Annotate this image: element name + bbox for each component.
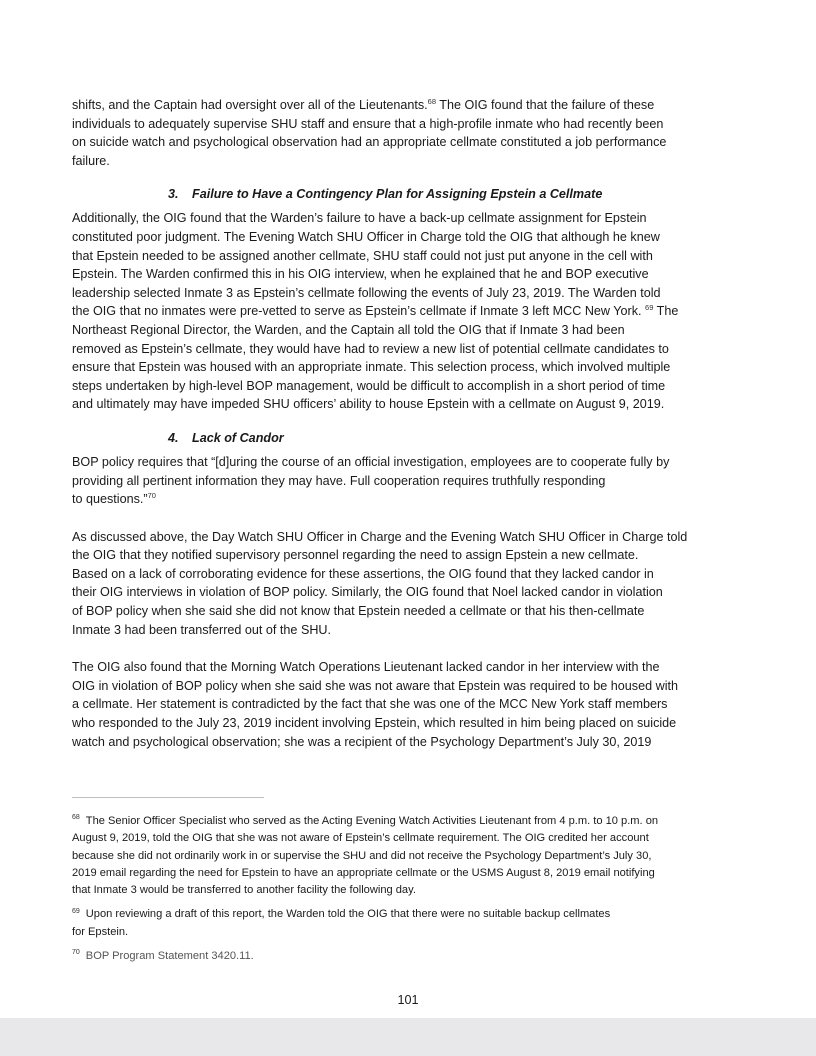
text-line: the OIG that they notified supervisory personnel regarding the need to assign Epstein a new cellmate. xyxy=(72,548,639,563)
text-line: As discussed above, the Day Watch SHU Officer in Charge and the Evening Watch SHU Officer in Charge told xyxy=(72,529,688,544)
text-line: Northeast Regional Director, the Warden, and the Captain all told the OIG that if Inmate 3 had been xyxy=(72,322,625,337)
footnote-68 xyxy=(72,813,746,899)
text-line: who responded to the July 23, 2019 incident involving Epstein, which resulted in him being placed on suicide xyxy=(72,716,677,731)
text-line: that Epstein needed to be assigned another cellmate, SHU staff could not just put anyone in the cell with xyxy=(72,248,653,263)
text-line: their OIG interviews in violation of BOP policy. Similarly, the OIG found that Noel lacked candor in violation xyxy=(72,585,663,600)
text-line: removed as Epstein’s cellmate, they would have had to review a new list of potential cellmate candidates to xyxy=(72,341,669,356)
paragraph-supervision-failure xyxy=(72,96,746,170)
footnotes xyxy=(72,813,746,972)
text-line: failure. xyxy=(72,153,110,168)
paragraph-officers-candor xyxy=(72,528,746,640)
text-line: Based on a lack of corroborating evidence for these assertions, the OIG found that they lacked candor in xyxy=(72,566,654,581)
footnote-line: August 9, 2019, told the OIG that she was not aware of Epstein’s cellmate requirement. The OIG credited her account xyxy=(72,832,649,845)
text-line: OIG in violation of BOP policy when she said she was not aware that Epstein was required to be housed with xyxy=(72,678,679,693)
footnote-line: because she did not ordinarily work in or supervise the SHU and did not receive the Psychology Department’s July 30, xyxy=(72,849,652,862)
footnote-line: $^{68}$ The Senior Officer Specialist who served as the Acting Evening Watch Activities Lieutenant from 4 p.m. to 10 p.m. on xyxy=(72,814,659,827)
text-line: and ultimately may have impeded SHU officers’ ability to house Epstein with a cellmate on August 9, 2019. xyxy=(72,397,665,412)
footnote-line: $^{69}$ Upon reviewing a draft of this report, the Warden told the OIG that there were no suitable backup cellmates xyxy=(72,907,611,921)
text-line: steps undertaken by high-level BOP management, would be difficult to accomplish in a short period of time xyxy=(72,378,666,393)
footnote-mark: 70 xyxy=(72,949,80,957)
page-number: 101 xyxy=(397,993,419,1007)
text-line: a cellmate. Her statement is contradicted by the fact that she was one of the MCC New York staff members xyxy=(72,697,668,712)
text-line: Inmate 3 had been transferred out of the SHU. xyxy=(72,622,332,637)
footnote-reference-70[interactable]: 70 xyxy=(147,490,156,500)
text-line: on suicide watch and psychological observation had an appropriate cellmate constituted a job performance xyxy=(72,135,667,150)
text-line: shifts, and the Captain had oversight over all of the Lieutenants.$^{68}$ The OIG found that the failure of these xyxy=(72,96,655,112)
text-line: ensure that Epstein was housed with an appropriate inmate. This selection process, which involved multiple xyxy=(72,360,671,375)
footnote-mark: 69 xyxy=(72,907,80,915)
footnote-line: 2019 email regarding the need for Epstein to have an appropriate cellmate or the USMS August 8, 2019 email notifying xyxy=(72,866,655,879)
text-line: The OIG also found that the Morning Watch Operations Lieutenant lacked candor in her interview with the xyxy=(72,660,660,675)
section-heading-lack-of-candor: 4. Lack of Candor xyxy=(168,430,284,445)
text-line: to questions.”$^{70}$ xyxy=(72,490,156,507)
footnote-divider xyxy=(72,797,264,798)
text-line: watch and psychological observation; she was a recipient of the Psychology Department’s July 30, 2019 xyxy=(72,734,652,749)
footnote-reference-68[interactable]: 68 xyxy=(427,96,436,106)
paragraph-contingency-plan xyxy=(72,209,746,414)
text-line: leadership selected Inmate 3 as Epstein’s cellmate following the events of July 23, 2019. The Warden told xyxy=(72,285,661,300)
text-line: constituted poor judgment. The Evening Watch SHU Officer in Charge told the OIG that although he knew xyxy=(72,229,660,244)
text-line: individuals to adequately supervise SHU staff and ensure that a high-profile inmate who had recently been xyxy=(72,116,664,131)
text-line: the OIG that no inmates were pre-vetted to serve as Epstein’s cellmate if Inmate 3 left MCC New York. $^{69}$ The xyxy=(72,303,679,319)
paragraph-bop-policy xyxy=(72,453,746,509)
footnote-70 xyxy=(72,948,746,965)
text-line: Additionally, the OIG found that the Warden’s failure to have a back-up cellmate assignment for Epstein xyxy=(72,211,647,226)
footnote-69 xyxy=(72,906,746,941)
text-line: BOP policy requires that “[d]uring the course of an official investigation, employees are to cooperate fully by xyxy=(72,454,670,469)
footnote-mark: 68 xyxy=(72,814,80,822)
text-line: of BOP policy when she said she did not know that Epstein needed a cellmate or that his then-cellmate xyxy=(72,604,645,619)
text-line: providing all pertinent information they may have. Full cooperation requires truthfully responding xyxy=(72,473,606,488)
text-line: Epstein. The Warden confirmed this in his OIG interview, when he explained that he and BOP executive xyxy=(72,267,649,282)
section-heading-contingency-plan: 3. Failure to Have a Contingency Plan for Assigning Epstein a Cellmate xyxy=(168,187,603,202)
footnote-reference-69[interactable]: 69 xyxy=(645,303,654,313)
footnote-line: for Epstein. xyxy=(72,925,129,938)
main-content xyxy=(72,96,746,751)
footnote-line: $^{70}$ BOP Program Statement 3420.11. xyxy=(72,949,254,963)
footnote-line: that Inmate 3 would be transferred to another facility the following day. xyxy=(72,884,416,897)
paragraph-lieutenant-candor xyxy=(72,658,746,751)
